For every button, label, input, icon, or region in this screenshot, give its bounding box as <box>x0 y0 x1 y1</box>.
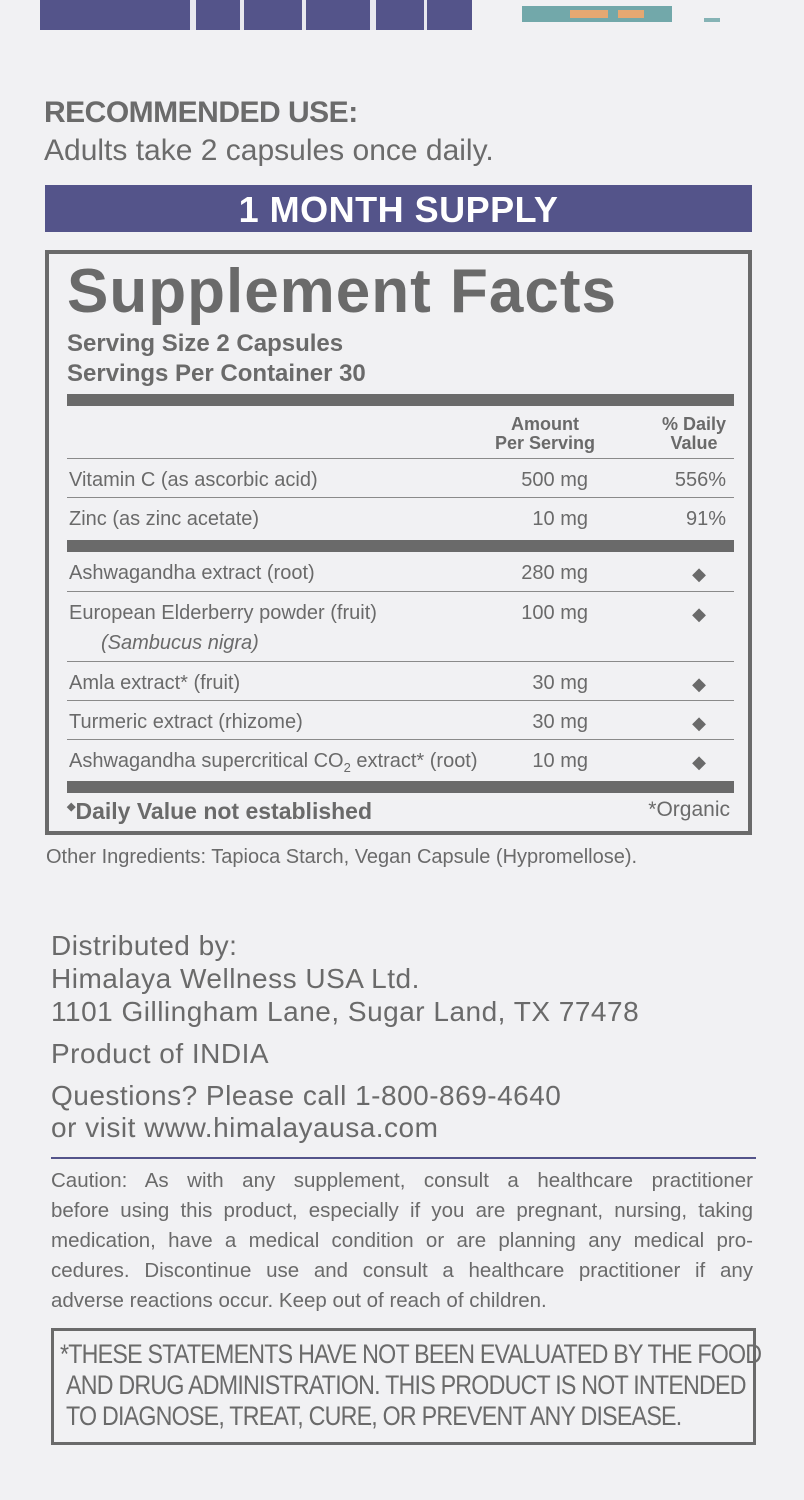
nutrient-name: Vitamin C (as ascorbic acid) <box>69 469 318 491</box>
other-ingredients: Other Ingredients: Tapioca Starch, Vegan Capsule (Hypromellose). <box>46 846 638 868</box>
supplement-facts-panel <box>45 250 752 835</box>
table-row <box>67 739 734 778</box>
ingredient-amount: 280 mg <box>521 562 588 584</box>
diamond-icon: ◆ <box>67 801 76 813</box>
company-address: 1101 Gillingham Lane, Sugar Land, TX 77478 <box>51 996 640 1027</box>
fda-disclaimer: *THESE STATEMENTS HAVE NOT BEEN EVALUATED BY THE FOOD AND DRUG ADMINISTRATION. THIS PRODUCT IS NOT INTENDED TO DIAGNOSE, TREAT, CURE, OR PREVENT ANY DISEASE. <box>51 1328 756 1445</box>
nutrient-amount: 10 mg <box>532 508 588 530</box>
nutrient-daily-value: 91% <box>685 508 726 530</box>
phone-line: Questions? Please call 1-800-869-4640 <box>51 1080 562 1111</box>
ingredient-amount: 30 mg <box>532 672 588 694</box>
nutrient-amount: 500 mg <box>521 469 588 491</box>
company-name: Himalaya Wellness USA Ltd. <box>51 963 420 994</box>
table-row <box>67 458 734 497</box>
diamond-icon: ◆ <box>692 604 706 624</box>
serving-size: Serving Size 2 Capsules <box>67 330 344 357</box>
table-row <box>67 661 734 700</box>
table-row <box>67 497 734 536</box>
ingredient-name: European Elderberry powder (fruit) <box>69 602 377 624</box>
supply-banner: 1 MONTH SUPPLY <box>45 185 752 232</box>
ingredient-name: Amla extract* (fruit) <box>69 672 241 694</box>
package-art-band <box>40 0 472 30</box>
ingredient-amount: 30 mg <box>532 711 588 733</box>
ingredient-latin-name: (Sambucus nigra) <box>101 632 259 654</box>
ingredient-name: Turmeric extract (rhizome) <box>69 711 303 733</box>
ingredient-amount: 100 mg <box>521 602 588 624</box>
product-origin: Product of INDIA <box>51 1038 270 1069</box>
daily-value-header: % Daily Value <box>661 414 727 453</box>
amount-header: Amount Per Serving <box>494 414 596 453</box>
diamond-icon: ◆ <box>692 674 706 694</box>
organic-footnote: *Organic <box>648 798 730 821</box>
daily-value-footnote: ◆Daily Value not established <box>67 798 373 824</box>
servings-per-container: Servings Per Container 30 <box>67 360 366 387</box>
thick-divider <box>67 540 734 552</box>
diamond-icon: ◆ <box>692 752 706 772</box>
table-row <box>67 591 734 661</box>
ingredient-amount: 10 mg <box>532 750 588 772</box>
package-art-accent <box>522 6 672 22</box>
caution-text: Caution: As with any supplement, consult a healthcare practitioner before using this product, especially if you are pregnant, nursing, taking medication, have a medical condition or are planning any medical pro- cedures. Discontinue use and consult a healthcare practitioner if any adverse reactions occur. Keep out of reach of children. <box>51 1169 753 1312</box>
thick-divider <box>67 394 734 406</box>
ingredient-name: Ashwagandha supercritical $CO_2$ extract* (root) <box>69 750 478 775</box>
distributed-by-label: Distributed by: <box>51 930 238 961</box>
ingredient-name: Ashwagandha extract (root) <box>69 562 315 584</box>
recommended-use-text: Adults take 2 capsules once daily. <box>44 134 494 167</box>
website-line: or visit www.himalayausa.com <box>51 1112 439 1143</box>
section-divider <box>51 1157 756 1159</box>
recommended-use-title: RECOMMENDED USE: <box>44 96 358 129</box>
top-package-art <box>0 0 804 30</box>
table-row <box>67 552 734 591</box>
diamond-icon: ◆ <box>692 564 706 584</box>
nutrient-daily-value: 556% <box>674 469 726 491</box>
nutrient-name: Zinc (as zinc acetate) <box>69 508 260 530</box>
supplement-facts-title: Supplement Facts <box>67 257 617 326</box>
table-row <box>67 700 734 739</box>
thick-divider <box>67 781 734 793</box>
diamond-icon: ◆ <box>692 713 706 733</box>
